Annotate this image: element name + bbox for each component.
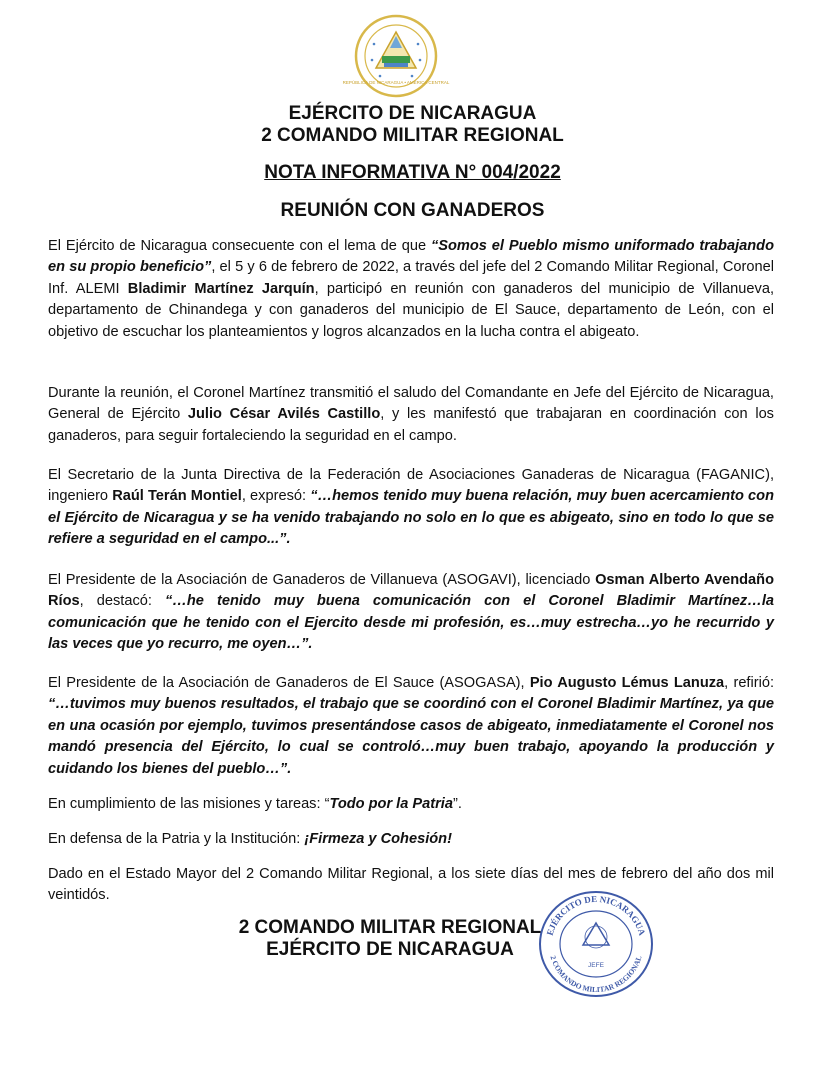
text: El Presidente de la Asociación de Ganaderos de Villanueva (ASOGAVI), licenciado: [48, 572, 596, 588]
text: , refirió:: [724, 675, 775, 691]
text: ”.: [452, 796, 462, 812]
motto: ¡Firmeza y Cohesión!: [304, 831, 452, 847]
text: Durante la reunión, el Coronel Martínez transmitió el saludo del Comandante en Jefe del Ejército de Nicaragua, General de Ejército: [48, 385, 774, 423]
text: El Secretario de la Junta Directiva de la Federación de Asociaciones Ganaderas de Nicaragua (FAGANIC), ingeniero: [48, 467, 774, 505]
text: El Ejército de Nicaragua consecuente con el lema de que: [48, 238, 431, 254]
stamp-bottom-text: 2 COMANDO MILITAR REGIONAL: [548, 954, 644, 995]
nicaragua-coat-of-arms-seal: [342, 14, 450, 98]
motto-quote: “Somos el Pueblo mismo uniformado trabajando en su propio beneficio”: [48, 238, 774, 276]
person-name: Pio Augusto Lémus Lanuza: [529, 675, 725, 691]
paragraph-6: [48, 794, 774, 815]
text: , destacó:: [79, 593, 165, 610]
paragraph-7: [48, 829, 774, 850]
paragraph-3: [48, 465, 774, 551]
text: En defensa de la Patria y la Institución:: [48, 831, 305, 847]
official-stamp: [537, 889, 655, 999]
text: , participó en reunión con ganaderos del municipio de Villanueva, departamento de Chinandega y con ganaderos del municipio de El Sauce, departamento de León, con el objetivo de escuchar los planteamientos y logros alcanzados en la lucha contra el abigeato.: [48, 280, 774, 340]
person-name: Osman Alberto Avendaño Ríos: [48, 572, 774, 610]
paragraph-1: [48, 236, 774, 343]
text: , y les manifestó que trabajaran en coordinación con los ganaderos, para seguir fortaleciendo la seguridad en el campo.: [48, 406, 774, 444]
person-name: Bladimir Martínez Jarquín: [127, 280, 315, 297]
text: , expresó:: [241, 488, 311, 505]
motto: Todo por la Patria: [329, 796, 453, 812]
paragraph-4: [48, 570, 774, 656]
document-header: [0, 103, 825, 147]
text: , el 5 y 6 de febrero de 2022, a través del jefe del 2 Comando Militar Regional, Coronel Inf. ALEMI: [48, 259, 774, 297]
note-subject: REUNIÓN CON GANADEROS: [280, 200, 545, 221]
paragraph-5: [48, 673, 774, 780]
quote: “…hemos tenido muy buena relación, muy buen acercamiento con el Ejército de Nicaragua y se ha venido trabajando no solo en lo que es abigeato, sino en todo lo que se refiere a seguridad en el campo...”.: [48, 488, 774, 548]
signature-block: [200, 917, 580, 961]
text: El Presidente de la Asociación de Ganaderos de El Sauce (ASOGASA),: [48, 675, 530, 691]
text: Dado en el Estado Mayor del 2 Comando Militar Regional, a los siete días del mes de febrero del año dos mil veintidós.: [48, 866, 774, 904]
footer-line-2: EJÉRCITO DE NICARAGUA: [266, 939, 514, 960]
stamp-top-text: EJÉRCITO DE NICARAGUA: [544, 893, 648, 937]
quote: “…he tenido muy buena comunicación con el Coronel Bladimir Martínez…la comunicación que he tenido con el Ejercito desde mi profesión, es…muy estrecha…yo he recurrido y las veces que yo recurro, me oyen…”.: [48, 593, 774, 653]
header-line-1: EJÉRCITO DE NICARAGUA: [288, 103, 537, 124]
person-name: Julio César Avilés Castillo: [187, 406, 381, 423]
paragraph-2: [48, 383, 774, 447]
paragraph-8: [48, 864, 774, 907]
quote: “…tuvimos muy buenos resultados, el trabajo que se coordinó con el Coronel Bladimir Martínez, ya que en una ocasión por ejemplo, tuvimos presentándose casos de abigeato, inmediatamente el Coronel nos mandó presencia del Ejército, lo cual se controló…muy buen trabajo, apoyando la producción y cuidando los bienes del pueblo…”.: [48, 696, 774, 777]
note-title: NOTA INFORMATIVA N° 004/2022: [264, 162, 561, 183]
stamp-center-text: JEFE: [588, 962, 604, 969]
header-line-2: 2 COMANDO MILITAR REGIONAL: [261, 125, 564, 146]
seal-ring-text: REPÚBLICA DE NICARAGUA • AMÉRICA CENTRAL: [342, 80, 450, 85]
person-name: Raúl Terán Montiel: [112, 488, 242, 505]
text: En cumplimiento de las misiones y tareas: “: [48, 796, 330, 812]
footer-line-1: 2 COMANDO MILITAR REGIONAL: [238, 917, 542, 938]
